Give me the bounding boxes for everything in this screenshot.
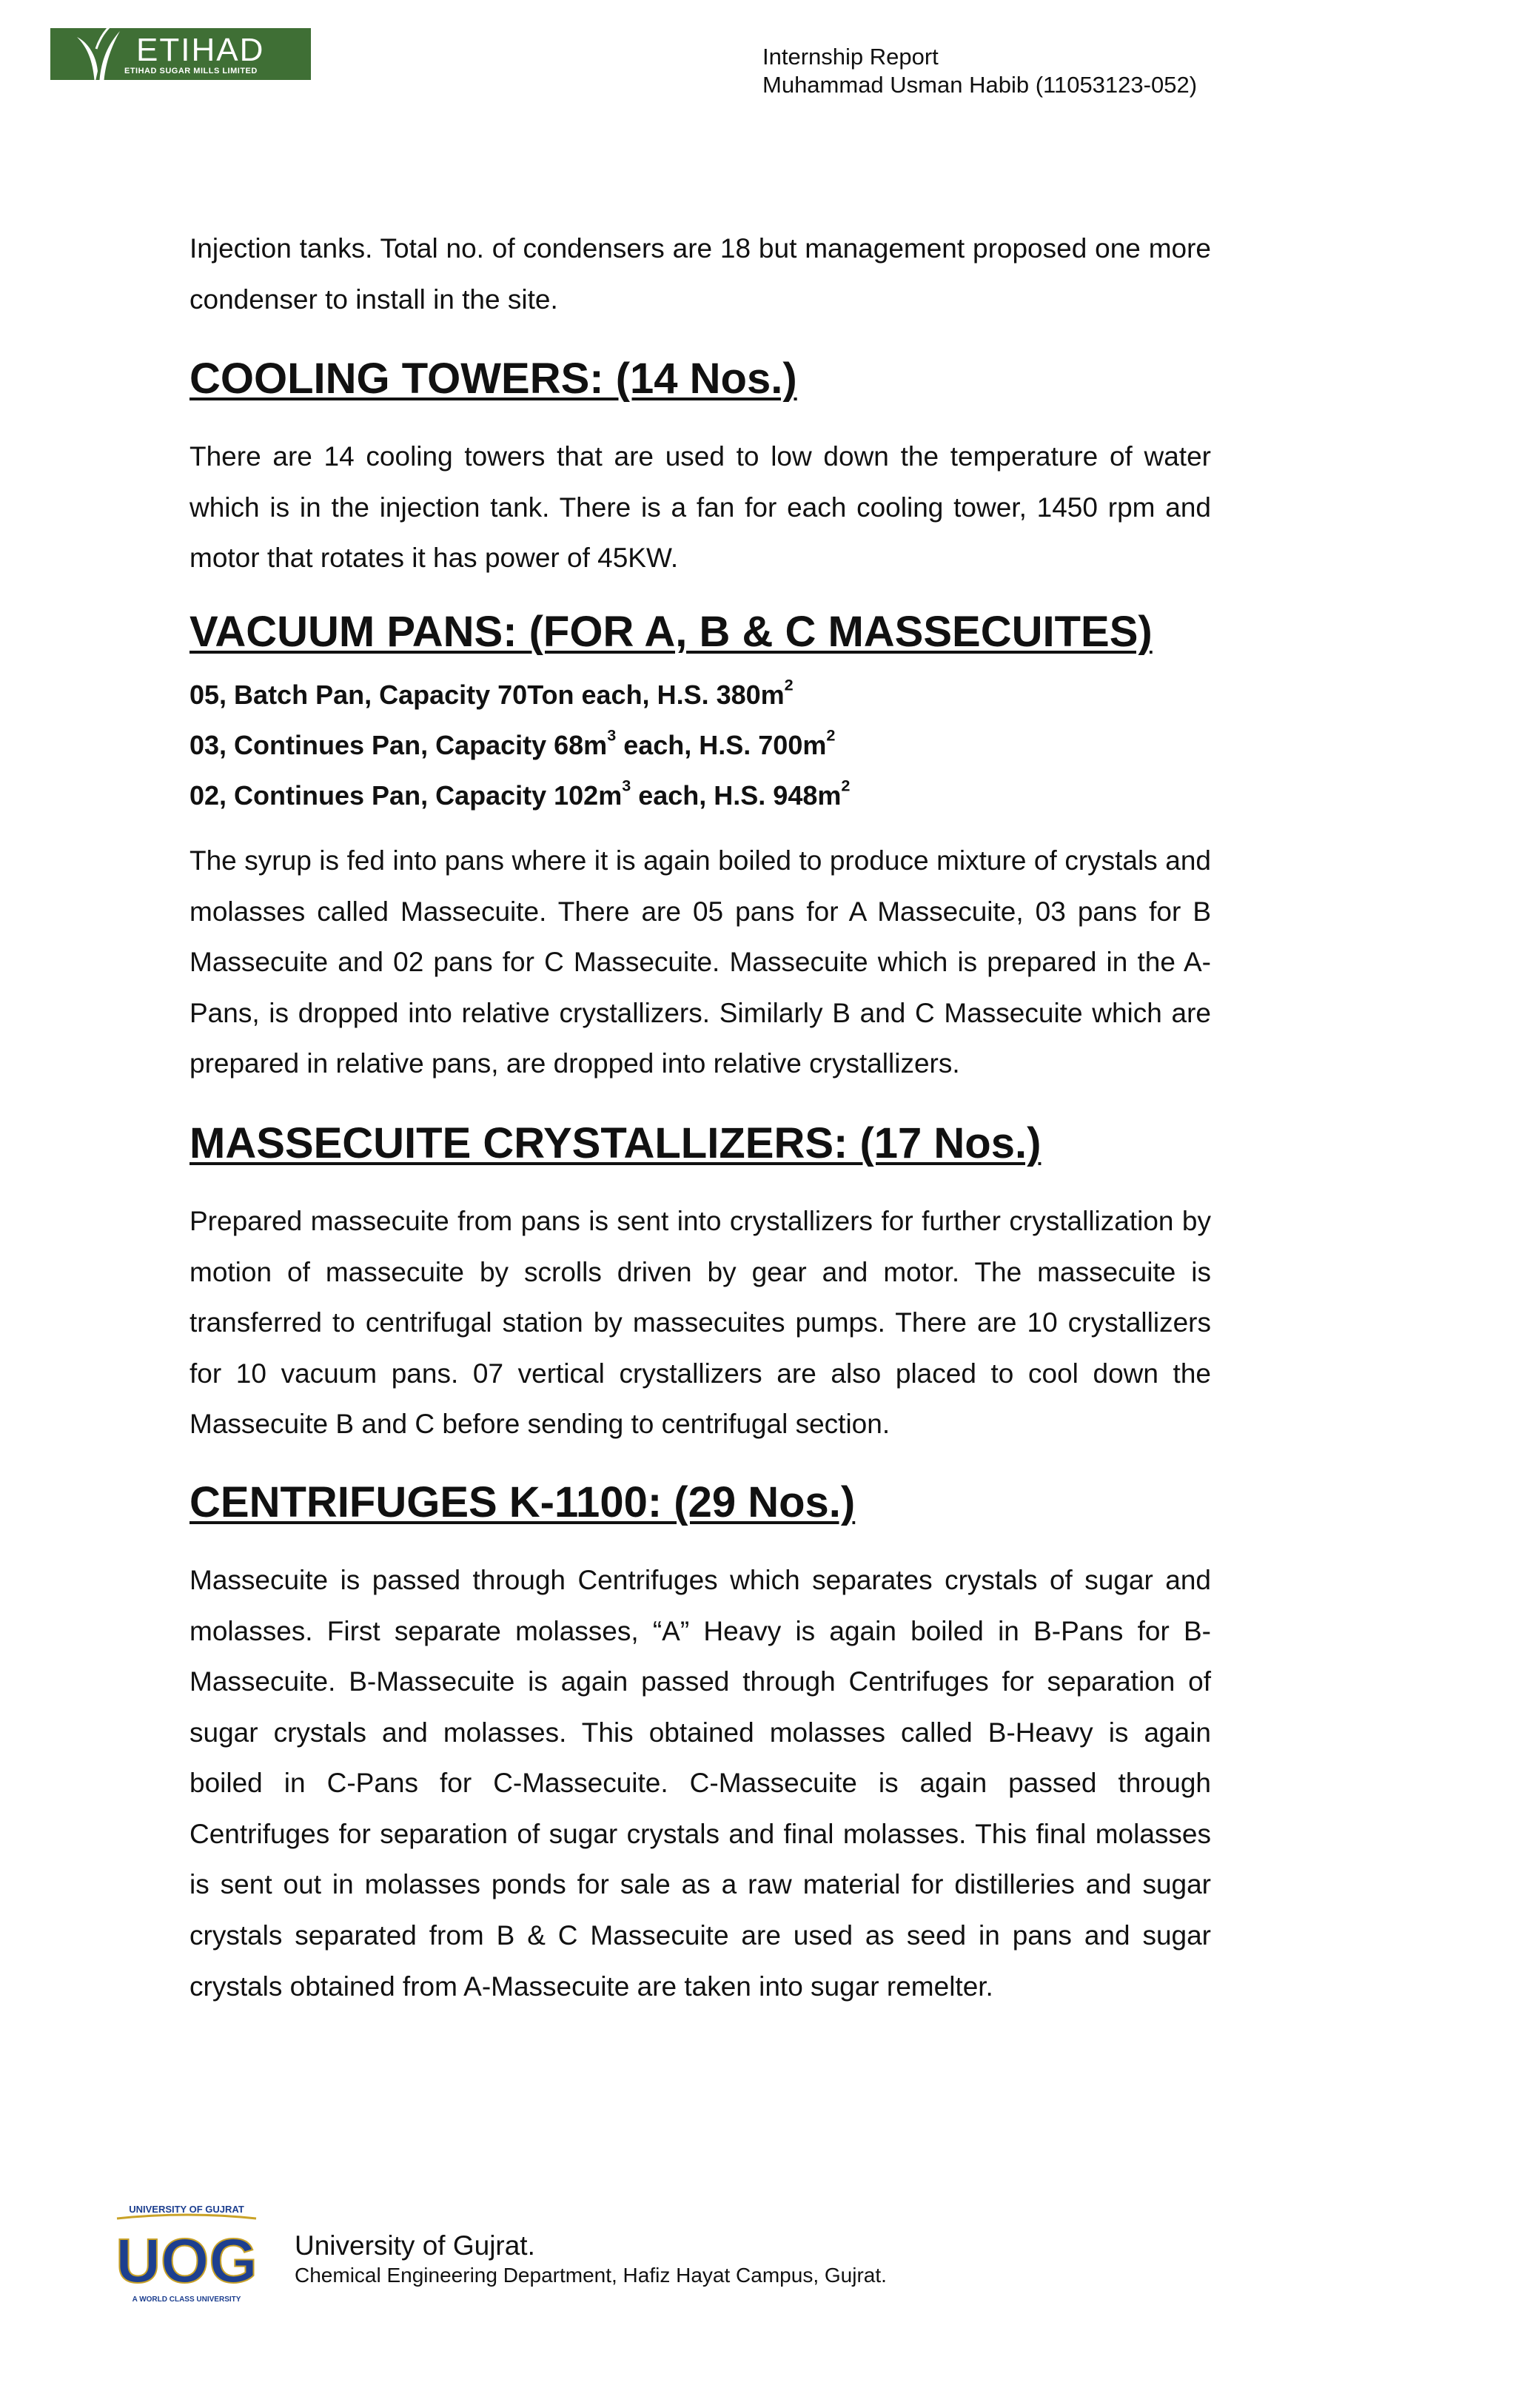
report-title: Internship Report xyxy=(762,44,939,70)
uog-logo xyxy=(102,2202,271,2306)
page-content xyxy=(190,224,1211,2012)
svg-text:A WORLD CLASS UNIVERSITY: A WORLD CLASS UNIVERSITY xyxy=(132,2295,241,2304)
footer-info xyxy=(295,2230,887,2289)
intro-paragraph: Injection tanks. Total no. of condensers are 18 but management proposed one more condenser to install in the site. xyxy=(190,233,1211,315)
spec-batch-pan: 05, Batch Pan, Capacity 70Ton each, H.S. $380m^2$ xyxy=(190,675,794,710)
sugarcane-leaf-icon xyxy=(67,28,133,80)
department-name: Chemical Engineering Department, Hafiz Hayat Campus, Gujrat. xyxy=(295,2264,887,2287)
university-name: University of Gujrat. xyxy=(295,2230,535,2261)
crystallizers-heading: MASSECUITE CRYSTALLIZERS: (17 Nos.) xyxy=(190,1119,1042,1167)
svg-text:UNIVERSITY OF GUJRAT: UNIVERSITY OF GUJRAT xyxy=(129,2204,244,2215)
cooling-towers-paragraph: There are 14 cooling towers that are used to low down the temperature of water which is in the injection tank. There is a fan for each cooling tower, 1450 rpm and motor that rotates it has power of 45KW. xyxy=(190,441,1211,574)
vacuum-pans-heading: VACUUM PANS: (FOR A, B & C MASSECUITES) xyxy=(190,607,1153,656)
spec-continues-pan-102: 02, Continues Pan, Capacity $102m^3$ each, H.S. $948m^2$ xyxy=(190,776,851,811)
header-info xyxy=(762,43,1197,99)
logo-name: ETIHAD xyxy=(136,32,265,68)
uog-emblem-icon xyxy=(102,2202,271,2306)
svg-text:UOG: UOG xyxy=(115,2226,258,2295)
centrifuges-paragraph: Massecuite is passed through Centrifuges which separates crystals of sugar and molasses. First separate molasses, “A” Heavy is again boiled in B-Pans for B-Massecuite. B-Massecuite is again passed through Centrifuges for separation of sugar crystals and molasses. This obtained molasses called B-Heavy is again boiled in C-Pans for C-Massecuite. C-Massecuite is again passed through Centrifuges for separation of sugar crystals and final molasses. This final molasses is sent out in molasses ponds for sale as a raw material for distilleries and sugar crystals separated from B & C Massecuite are used as seed in pans and sugar crystals obtained from A-Massecuite are taken into sugar remelter. xyxy=(190,1564,1211,2002)
logo-tagline: ETIHAD SUGAR MILLS LIMITED xyxy=(124,67,258,76)
vacuum-pans-specs xyxy=(190,670,1211,821)
vacuum-pans-paragraph: The syrup is fed into pans where it is again boiled to produce mixture of crystals and molasses called Massecuite. There are 05 pans for A Massecuite, 03 pans for B Massecuite and 02 pans for C Massecuite. Massecuite which is prepared in the A-Pans, is dropped into relative crystallizers. Similarly B and C Massecuite which are prepared in relative pans, are dropped into relative crystallizers. xyxy=(190,845,1211,1079)
etihad-logo xyxy=(50,28,311,80)
spec-continues-pan-68: 03, Continues Pan, Capacity $68m^3$ each, H.S. $700m^2$ xyxy=(190,725,836,760)
crystallizers-paragraph: Prepared massecuite from pans is sent into crystallizers for further crystallization by motion of massecuite by scrolls driven by gear and motor. The massecuite is transferred to centrifugal station by massecuites pumps. There are 10 crystallizers for 10 vacuum pans. 07 vertical crystallizers are also placed to cool down the Massecuite B and C before sending to centrifugal section. xyxy=(190,1205,1211,1440)
author-name: Muhammad Usman Habib (11053123-052) xyxy=(762,72,1198,98)
cooling-towers-heading: COOLING TOWERS: (14 Nos.) xyxy=(190,355,797,403)
centrifuges-heading: CENTRIFUGES K-1100: (29 Nos.) xyxy=(190,1478,856,1526)
